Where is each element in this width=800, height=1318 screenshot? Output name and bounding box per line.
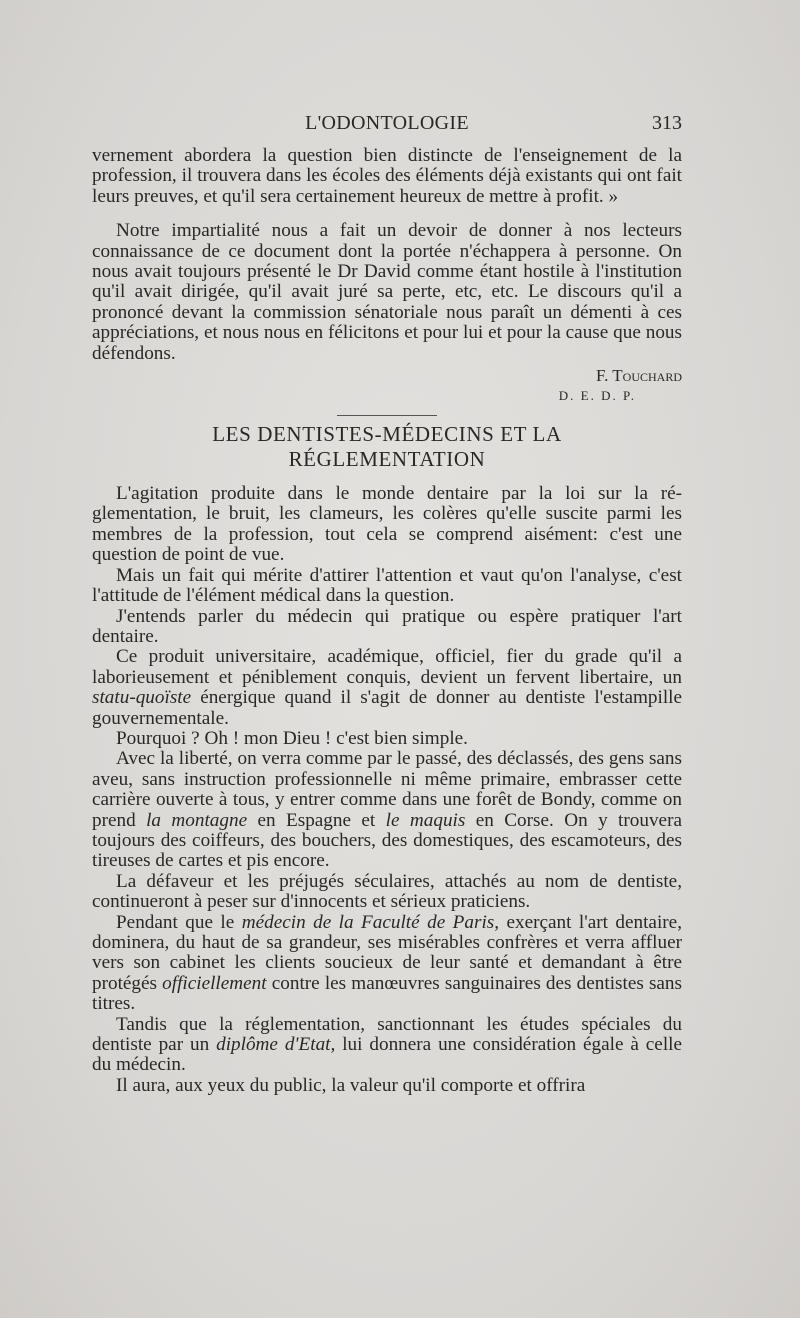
article-paragraph-5: Pourquoi ? Oh ! mon Dieu ! c'est bien simple.	[116, 727, 468, 749]
text-run: contre les manœuvres sanguinaires des dentistes sans titres.	[92, 972, 682, 1015]
italic-term: officiellement	[162, 972, 267, 994]
italic-term: le maquis	[385, 809, 466, 831]
running-title: L'ODONTOLOGIE	[305, 112, 469, 134]
article-paragraph-2: Mais un fait qui mérite d'attirer l'attention et vaut qu'on l'analyse, c'est l'attitude de l'élément médical dans la question.	[92, 564, 682, 607]
text-run: Pendant que le	[116, 911, 242, 933]
page-body	[92, 146, 682, 1096]
article-paragraph-10: Il aura, aux yeux du public, la valeur qu'il comporte et offrira	[116, 1074, 586, 1096]
page-header	[92, 112, 682, 136]
article-title-line-2: RÉGLEMENTATION	[288, 447, 486, 472]
page-number: 313	[652, 112, 682, 134]
article-paragraph-9	[92, 1015, 682, 1076]
article-title	[92, 422, 682, 472]
text-run: exerçant l'art dentaire, dominera, du haut de sa grandeur, ses misérables confrères et verra affluer vers son cabinet les clients soucieux de leur santé et demandant à être protégés	[92, 911, 682, 994]
italic-term: la montagne	[146, 809, 248, 831]
article-paragraph-4	[92, 647, 682, 729]
text-run: Tandis que la réglementation, sanctionnant les études spéciales du dentiste par un	[92, 1013, 682, 1056]
article-paragraph-1: L'agitation produite dans le monde dentaire par la loi sur la réglementation, le bruit, les clameurs, les colères qu'elle suscite parmi les membres de la profession, tout cela se comprend aisément: c'est une question de point de vue.	[92, 483, 682, 566]
text-run: Avec la liberté, on verra comme par le passé, des déclassés, des gens sans aveu, sans instruction professionnelle ni même primaire, embrasser cette carrière ouverte à tous, y entrer comme dans une forêt de Bondy, comme on prend	[92, 748, 682, 831]
section-divider	[337, 415, 437, 416]
text-run: Ce produit universitaire, académique, officiel, fier du grade qu'il a laborieusement et péniblement conquis, devient un fervent libertaire, un	[92, 646, 682, 688]
intro-paragraph-2: Notre impartialité nous a fait un devoir de donner à nos lecteurs connaissance de ce document dont la portée n'échappera à personne. On nous avait toujours présenté le Dr David comme étant hostile à l'institution qu'il avait dirigée, qu'il avait juré sa perte, etc, etc. Le discours qu'il a prononcé devant la commission sénatoriale nous paraît un démenti à ces appréciations, et nous nous en félicitons et pour lui et pour la cause que nous défendons.	[92, 220, 682, 364]
text-run: en Corse. On y trouvera toujours des coiffeurs, des bouchers, des domestiques, des escamoteurs, des tireuses de cartes et pis encore.	[92, 809, 682, 872]
article-title-line-1: LES DENTISTES-MÉDECINS ET LA	[212, 422, 562, 447]
italic-term: diplôme d'Etat,	[216, 1034, 336, 1056]
author-degree: D. E. D. P.	[558, 388, 636, 404]
text-run: en Espagne et	[247, 809, 386, 831]
article-paragraph-8	[92, 913, 682, 1015]
italic-term: statu-quoïste	[92, 687, 192, 709]
author-signature: F. Touchard	[595, 366, 682, 386]
article-paragraph-7: La défaveur et les préjugés séculaires, attachés au nom de dentiste, continueront à peser sur d'innocents et sérieux praticiens.	[92, 870, 682, 913]
italic-term: médecin de la Faculté de Paris,	[241, 911, 500, 933]
intro-paragraph-1: vernement abordera la question bien distincte de l'enseignement de la profession, il trouvera dans les écoles des éléments déjà existants qui ont fait leurs preuves, et qu'il sera certainement heureux de mettre à profit. »	[92, 145, 682, 207]
text-run: lui donnera une considération égale à celle du médecin.	[92, 1034, 683, 1076]
article-paragraph-6	[92, 749, 682, 871]
text-run: énergique quand il s'agit de donner au dentiste l'estampille gouvernementale.	[92, 687, 682, 729]
article-paragraph-3: J'entends parler du médecin qui pratique ou espère pratiquer l'art dentaire.	[92, 605, 682, 647]
